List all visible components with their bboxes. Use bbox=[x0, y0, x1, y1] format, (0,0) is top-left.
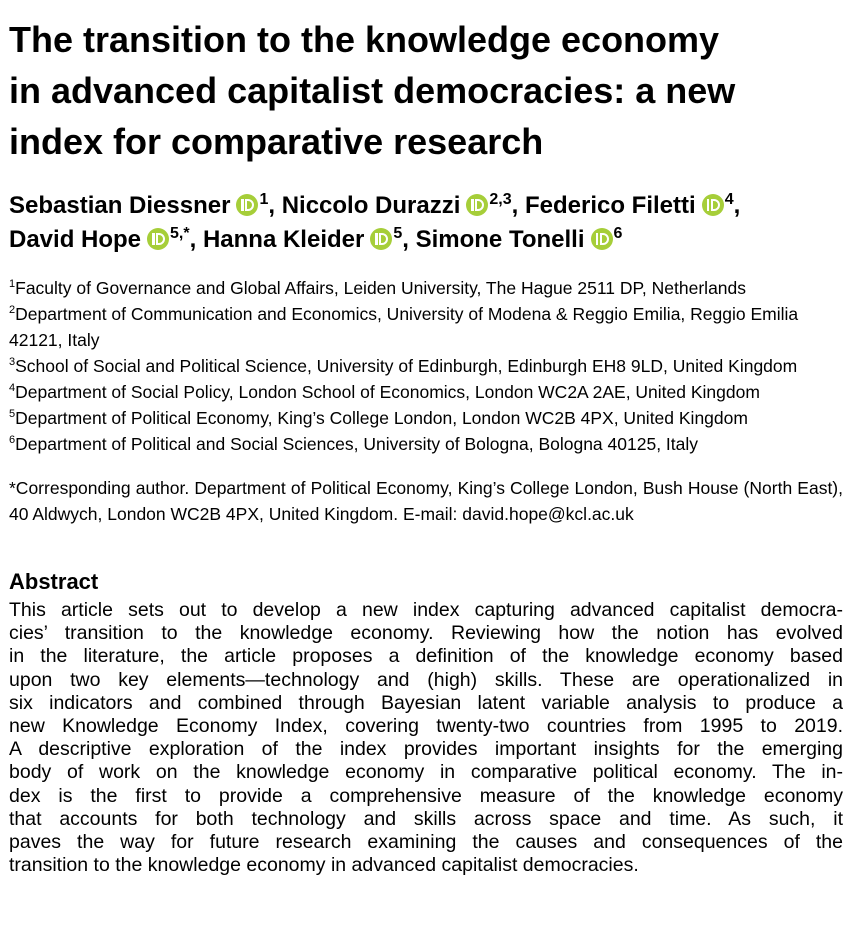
affiliation-number: 3 bbox=[9, 356, 16, 368]
author-name: Federico Filetti bbox=[524, 192, 696, 219]
affiliation-text: Department of Political and Social Sciences, University of Bologna, Bologna 40125, Italy bbox=[15, 434, 699, 454]
corresponding-author-note: *Corresponding author. Department of Political Economy, King’s College London, Bush House (North East), 40 Aldwych, London WC2B 4PX, United Kingdom. E-mail: david.hope@kcl.ac.uk bbox=[9, 478, 843, 524]
affiliation-number: 5 bbox=[9, 408, 16, 420]
author-list bbox=[9, 189, 843, 257]
affiliation-number: 2 bbox=[9, 304, 16, 316]
title-line: in advanced capitalist democracies: a new bbox=[9, 70, 736, 111]
orcid-icon[interactable] bbox=[370, 228, 392, 250]
affiliation-text: Faculty of Governance and Global Affairs, Leiden University, The Hague 2511 DP, Netherlands bbox=[15, 278, 747, 298]
affiliation-list bbox=[9, 275, 843, 457]
abstract-line: This article sets out to develop a new index capturing advanced capitalist democra- bbox=[9, 599, 843, 621]
author-separator: , bbox=[511, 192, 519, 219]
affiliation-text: School of Social and Political Science, University of Edinburgh, Edinburgh EH8 9LD, United Kingdom bbox=[15, 356, 798, 376]
author-name: Sebastian Diessner bbox=[9, 192, 231, 219]
author-separator: , bbox=[733, 192, 741, 219]
abstract-line: cies’ transition to the knowledge economy. Reviewing how the notion has evolved bbox=[9, 622, 843, 645]
abstract-line: in the literature, the article proposes a definition of the knowledge economy based bbox=[9, 645, 843, 668]
orcid-icon[interactable] bbox=[147, 228, 169, 250]
orcid-icon[interactable] bbox=[702, 194, 724, 216]
affiliation-number: 4 bbox=[9, 382, 16, 394]
affiliation-item bbox=[9, 431, 843, 457]
abstract-line: upon two key elements—technology and (high) skills. These are operationalized in bbox=[9, 668, 843, 691]
abstract-body bbox=[9, 599, 843, 877]
author-line-2 bbox=[9, 223, 843, 257]
author-name: Niccolo Durazzi bbox=[281, 192, 461, 219]
abstract-heading: Abstract bbox=[9, 569, 99, 594]
author-name: David Hope bbox=[9, 226, 142, 253]
abstract-line: paves the way for future research examining the causes and consequences of the bbox=[9, 831, 843, 854]
abstract-line: A descriptive exploration of the index provides important insights for the emerging bbox=[9, 738, 843, 761]
affiliation-text: Department of Social Policy, London School of Economics, London WC2A 2AE, United Kingdom bbox=[15, 382, 760, 402]
affiliation-number: 1 bbox=[9, 278, 16, 290]
author-separator: , bbox=[402, 226, 409, 253]
abstract-line: body of work on the knowledge economy in comparative political economy. The in- bbox=[9, 761, 843, 784]
title-line: The transition to the knowledge economy bbox=[9, 19, 720, 60]
article-front-page bbox=[9, 14, 843, 877]
author-affiliation-number: 1 bbox=[259, 191, 269, 208]
affiliation-item bbox=[9, 379, 843, 405]
abstract-line: dex is the first to provide a comprehensive measure of the knowledge economy bbox=[9, 784, 843, 807]
orcid-icon[interactable] bbox=[466, 194, 488, 216]
author-separator: , bbox=[189, 226, 197, 253]
affiliation-number: 6 bbox=[9, 434, 16, 446]
abstract-line: six indicators and combined through Bayesian latent variable analysis to produce a bbox=[9, 691, 843, 714]
author-separator: , bbox=[268, 192, 276, 219]
author-affiliation-number: 6 bbox=[613, 225, 623, 242]
author-affiliation-number: 5,* bbox=[170, 225, 190, 242]
author-line-1 bbox=[9, 189, 843, 223]
affiliation-item bbox=[9, 275, 843, 301]
abstract-line: that accounts for both technology and skills across space and time. As such, it bbox=[9, 807, 843, 830]
affiliation-item bbox=[9, 353, 843, 379]
abstract-line: transition to the knowledge economy in advanced capitalist democracies. bbox=[9, 854, 639, 877]
affiliation-text: Department of Political Economy, King’s College London, London WC2B 4PX, United Kingdom bbox=[15, 408, 748, 428]
abstract-line: new Knowledge Economy Index, covering twenty-two countries from 1995 to 2019. bbox=[9, 715, 843, 738]
article-title bbox=[9, 14, 843, 167]
affiliation-item bbox=[9, 405, 843, 431]
author-affiliation-number: 2,3 bbox=[489, 191, 512, 208]
author-name: Hanna Kleider bbox=[202, 226, 365, 253]
title-line: index for comparative research bbox=[9, 121, 544, 162]
author-affiliation-number: 4 bbox=[724, 191, 734, 208]
orcid-icon[interactable] bbox=[591, 228, 613, 250]
author-affiliation-number: 5 bbox=[393, 225, 403, 242]
orcid-icon[interactable] bbox=[236, 194, 258, 216]
affiliation-item bbox=[9, 301, 843, 353]
affiliation-text: Department of Communication and Economics, University of Modena & Reggio Emilia, Reggio Emilia 42121, Italy bbox=[9, 304, 799, 350]
author-name: Simone Tonelli bbox=[415, 226, 585, 253]
